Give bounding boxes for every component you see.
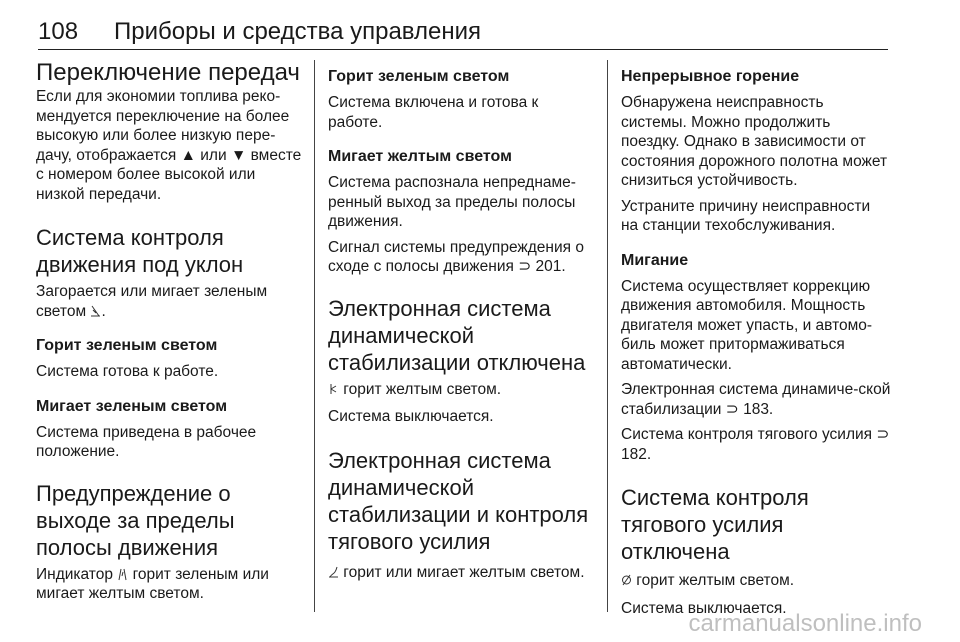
paragraph-yellow-blink-1: Система распознала непреднаме-ренный выход за пределы полосы движения. [328, 174, 576, 230]
text-lane-a: Индикатор [36, 565, 118, 583]
text-tc-ref: Система контроля тягового усилия [621, 426, 877, 443]
paragraph-blinking-2 [621, 380, 891, 419]
chapter-title: Приборы и средства управления [114, 18, 481, 45]
heading-green-blink: Мигает зеленым светом [36, 397, 228, 415]
paragraph-esc-off-2: Система выключается. [328, 408, 494, 425]
heading-continuous: Непрерывное горение [621, 68, 800, 85]
column-3 [621, 58, 891, 628]
paragraph-lane-departure [36, 565, 304, 604]
paragraph-gear-shift [36, 87, 304, 204]
text-gear-shift-b: вместе с номером более высокой или низкой передачи. [36, 146, 302, 203]
heading-blinking: Мигание [621, 251, 689, 269]
shift-down-arrow-icon: ▼ [230, 146, 247, 164]
page-ref-183[interactable]: 183. [738, 400, 774, 418]
page-ref-icon: ⊃ [518, 258, 532, 275]
heading-gear-shift: Переключение передач [36, 59, 300, 86]
column-1 [36, 58, 304, 614]
text-hill-b: . [101, 302, 106, 320]
paragraph-green-on-2: Система включена и готова к работе. [328, 94, 539, 131]
paragraph-green-on: Система готова к работе. [36, 363, 219, 380]
heading-green-on: Горит зеленым светом [36, 337, 218, 354]
heading-green-on-2: Горит зеленым светом [328, 68, 510, 85]
esc-traction-icon [328, 565, 339, 579]
text-esc-ref: Электронная система динамиче-ской стабилизации [621, 381, 891, 418]
paragraph-continuous-2: Устраните причину неисправности на станции техобслуживания. [621, 197, 871, 234]
text-esc-off: горит желтым светом. [339, 380, 502, 398]
paragraph-yellow-blink-2 [328, 238, 594, 277]
column-divider-1 [314, 60, 315, 612]
page-ref-182[interactable]: 182. [621, 445, 652, 463]
paragraph-green-blink: Система приведена в рабочее положение. [36, 423, 257, 460]
lane-departure-icon [117, 567, 128, 581]
paragraph-blinking-1: Система осуществляет коррекцию движения автомобиля. Мощность двигателя может упасть, и автомо-биль может притормаживаться автоматически. [621, 277, 873, 373]
paragraph-hill-descent [36, 282, 304, 321]
paragraph-esc-traction [328, 563, 594, 583]
page-ref-icon: ⊃ [725, 400, 739, 418]
text-lane-b: горит зеленым или мигает желтым светом. [36, 565, 269, 602]
text-or: или [195, 146, 231, 164]
text-gear-shift-a: Если для экономии топлива реко-мендуется переключение на более высокую или более низкую пере-дачу, отображается [36, 88, 290, 164]
page-header [38, 16, 888, 52]
traction-off-icon [621, 573, 632, 587]
text-traction-off: горит желтым светом. [632, 572, 795, 589]
watermark: carmanualsonline.info [688, 610, 922, 637]
esc-off-icon [328, 382, 339, 396]
paragraph-continuous-1: Обнаружена неисправность системы. Можно продолжить поездку. Однако в зависимости от состояния дорожного полотна может снизиться устойчивость. [621, 94, 888, 189]
text-esc-traction: горит или мигает желтым светом. [339, 563, 585, 581]
heading-traction-off: Система контроля тягового усилия отключена [621, 485, 809, 564]
column-divider-2 [607, 60, 608, 612]
heading-esc-off: Электронная система динамической стабилизации отключена [328, 295, 586, 375]
page-ref-icon: ⊃ [876, 426, 890, 443]
paragraph-traction-off-2: Система выключается. [621, 599, 787, 617]
text-yellow-a: Сигнал системы предупреждения о сходе с полосы движения [328, 238, 584, 275]
column-2 [328, 58, 594, 592]
heading-lane-departure: Предупреждение о выходе за пределы полосы движения [36, 480, 235, 560]
heading-hill-descent: Система контроля движения под уклон [36, 225, 244, 277]
heading-esc-traction: Электронная система динамической стабилизации и контроля тягового усилия [328, 447, 589, 554]
header-rule [38, 49, 888, 50]
paragraph-blinking-3 [621, 425, 891, 464]
paragraph-esc-off-1 [328, 380, 594, 400]
text-hill-a: Загорается или мигает зеленым светом [36, 283, 268, 320]
hill-descent-icon [90, 304, 101, 318]
heading-yellow-blink: Мигает желтым светом [328, 148, 512, 165]
paragraph-traction-off-1 [621, 571, 891, 591]
page-ref-201[interactable]: 201. [531, 258, 566, 275]
page-number: 108 [38, 18, 79, 45]
shift-up-arrow-icon: ▲ [180, 146, 196, 164]
